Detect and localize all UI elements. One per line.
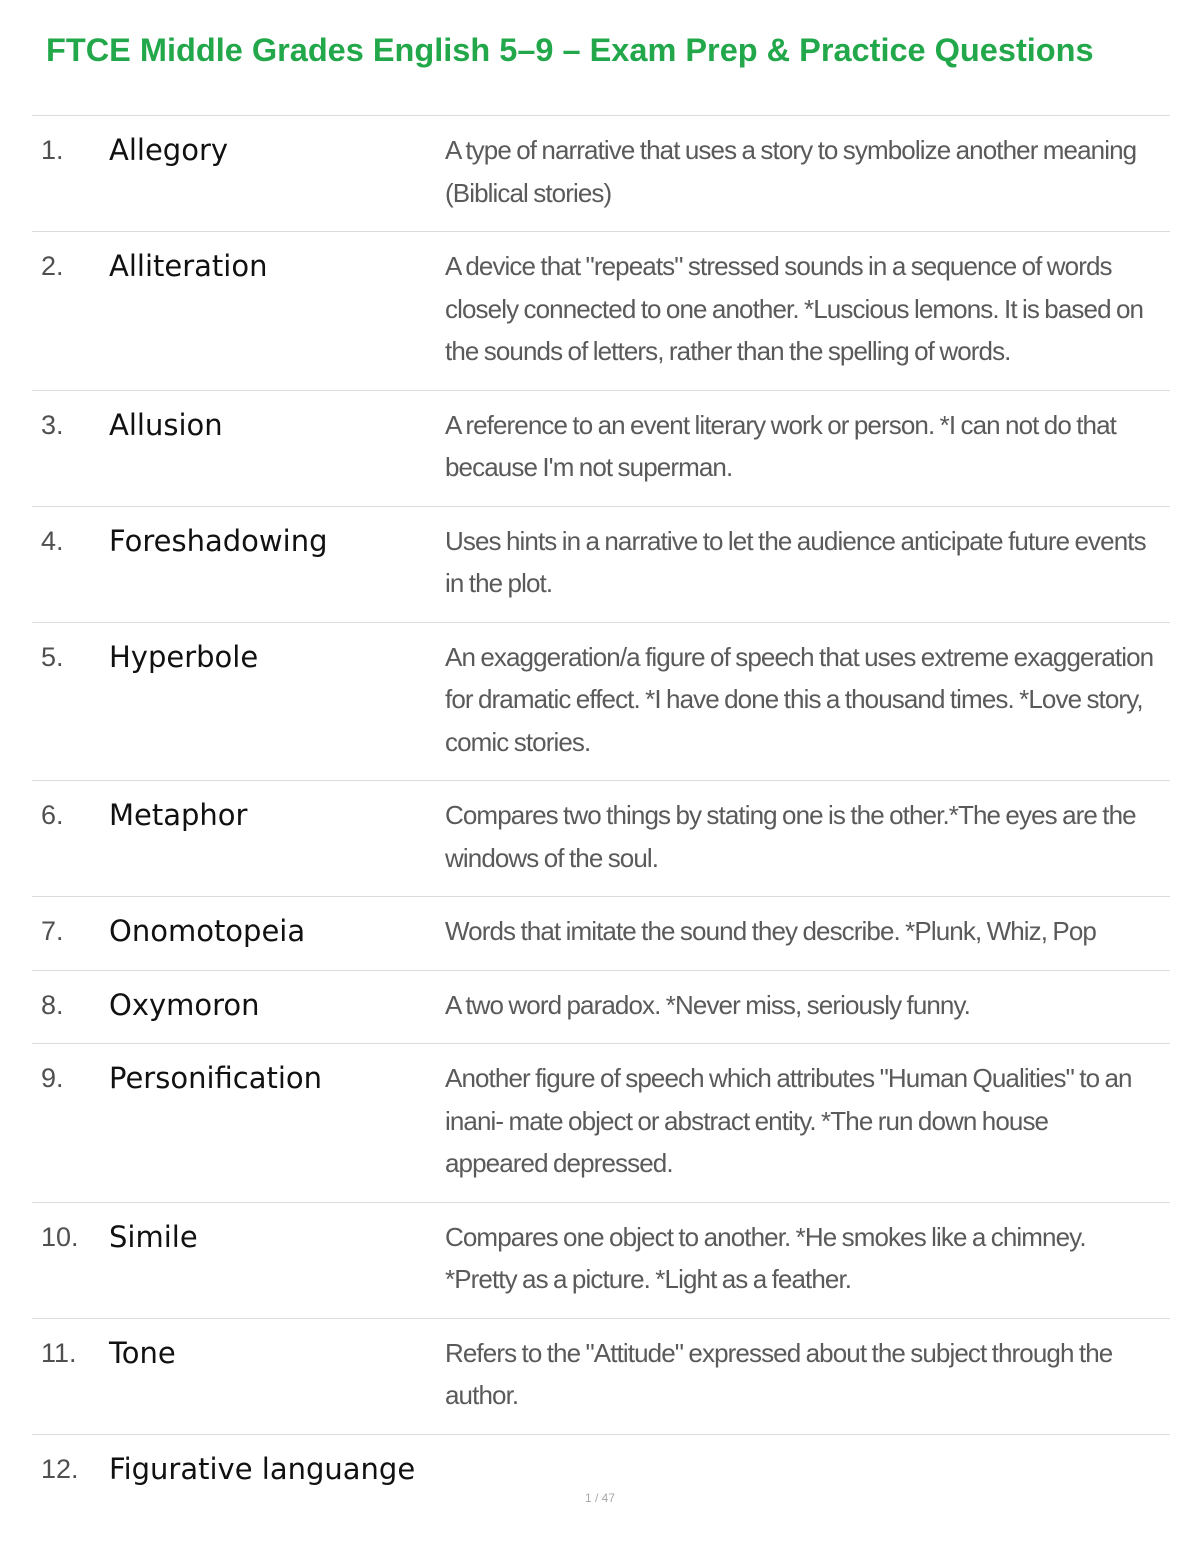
definition: An exaggeration/a figure of speech that uses extreme exaggeration for dramatic effect. *I have done this a thousand times. *Love story, comic stories. (445, 641, 1154, 757)
definition: A reference to an event literary work or person. *I can not do that because I'm not superman. (445, 409, 1117, 482)
term: Tone (109, 1335, 176, 1370)
glossary-list (32, 115, 1170, 1507)
item-number: 6. (41, 800, 64, 830)
item-number: 12. (41, 1453, 79, 1484)
glossary-row (32, 232, 1170, 391)
item-number: 3. (41, 409, 64, 440)
item-number: 7. (41, 916, 64, 946)
glossary-row (32, 1044, 1170, 1203)
definition: Refers to the "Attitude" expressed about the subject through the author. (445, 1337, 1113, 1410)
definition: Another figure of speech which attributes "Human Qualities" to an inani- mate object or abstract entity. *The run down house appeared depressed. (445, 1063, 1132, 1178)
definition: Compares one object to another. *He smokes like a chimney. *Pretty as a picture. *Light as a feather. (445, 1221, 1086, 1294)
term: Foreshadowing (109, 523, 328, 558)
glossary-row (32, 623, 1170, 782)
item-number: 9. (41, 1063, 64, 1093)
term: Figurative languange (109, 1451, 416, 1486)
definition: Words that imitate the sound they describe. *Plunk, Whiz, Pop (445, 916, 1096, 946)
item-number: 8. (41, 989, 64, 1020)
term: Hyperbole (109, 639, 259, 674)
definition: Uses hints in a narrative to let the audience anticipate future events in the plot. (445, 525, 1146, 598)
glossary-row (32, 781, 1170, 897)
item-number: 11. (41, 1337, 77, 1368)
term: Metaphor (109, 798, 248, 832)
glossary-row (32, 507, 1170, 623)
item-number: 10. (41, 1221, 79, 1252)
definition: A device that "repeats" stressed sounds in a sequence of words closely connected to one another. *Luscious lemons. It is based on the sounds of letters, rather than the spelling of words. (445, 251, 1144, 366)
item-number: 2. (41, 251, 64, 281)
term: Oxymoron (109, 987, 260, 1022)
definition: A two word paradox. *Never miss, seriously funny. (445, 989, 970, 1020)
glossary-row (32, 897, 1170, 971)
term: Alliteration (109, 249, 268, 283)
term: Simile (109, 1219, 198, 1254)
term: Allegory (109, 133, 229, 167)
term: Personification (109, 1061, 323, 1095)
term: Allusion (109, 407, 223, 442)
glossary-row (32, 391, 1170, 507)
item-number: 1. (41, 135, 64, 165)
term: Onomotopeia (109, 914, 306, 948)
page-title: FTCE Middle Grades English 5–9 – Exam Prep & Practice Questions (46, 32, 1094, 68)
definition: Compares two things by stating one is the other.*The eyes are the windows of the soul. (445, 800, 1136, 873)
item-number: 5. (41, 641, 64, 672)
glossary-row (32, 1203, 1170, 1319)
page-number: 1 / 47 (584, 1491, 616, 1505)
item-number: 4. (41, 525, 64, 556)
definition: A type of narrative that uses a story to symbolize another meaning (Biblical stories) (445, 135, 1137, 208)
glossary-row (32, 971, 1170, 1045)
glossary-row (32, 1319, 1170, 1435)
glossary-row (32, 116, 1170, 232)
